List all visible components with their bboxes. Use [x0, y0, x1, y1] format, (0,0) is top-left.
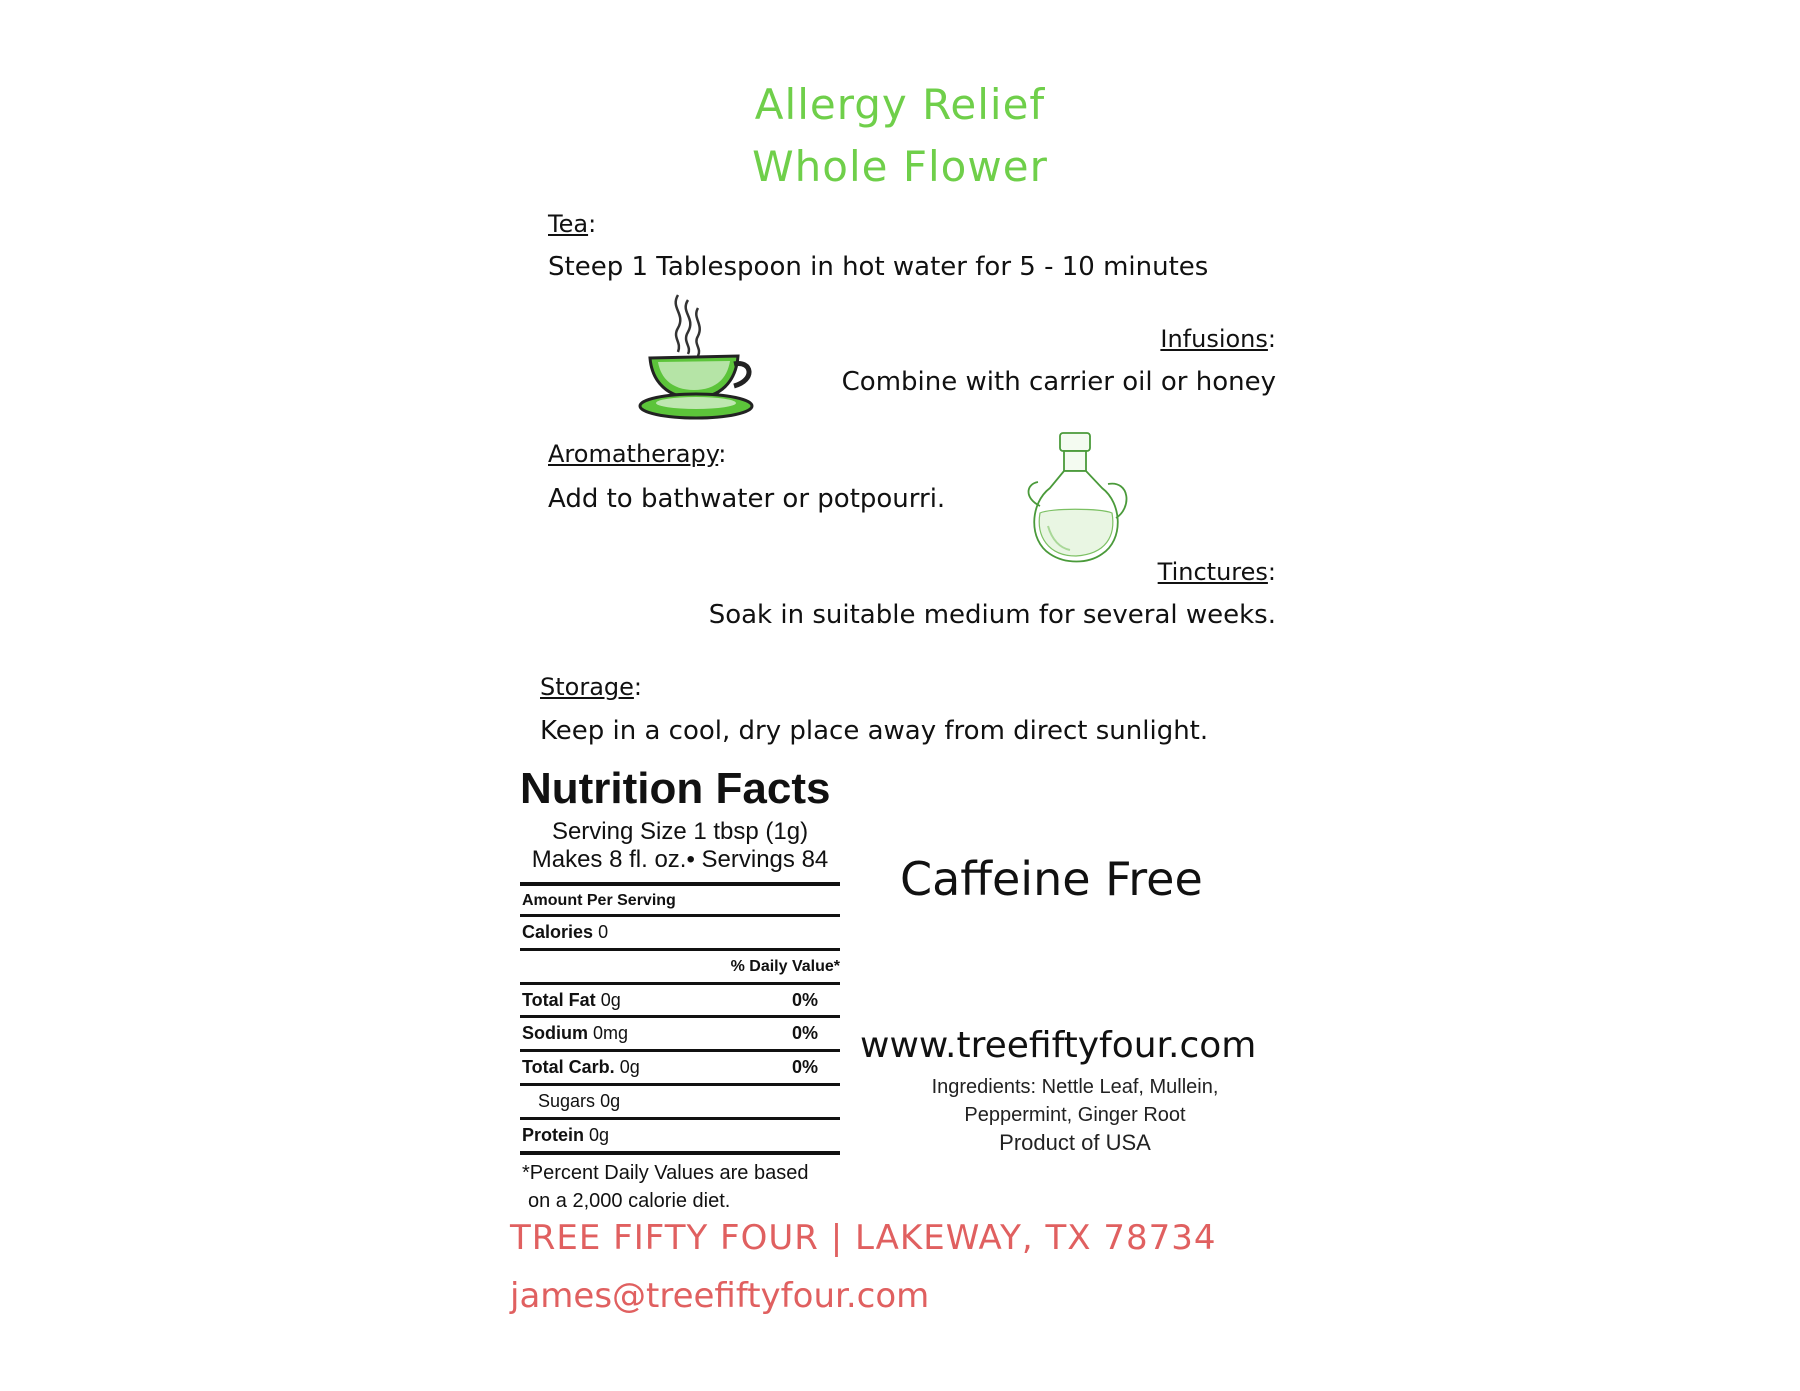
divider — [520, 948, 840, 951]
infusions-heading: Infusions: — [1160, 325, 1276, 353]
daily-value-header: % Daily Value* — [730, 958, 840, 975]
amount-per-serving: Amount Per Serving — [522, 892, 676, 909]
nutrition-facts-title: Nutrition Facts — [520, 764, 831, 813]
infusions-text: Combine with carrier oil or honey — [841, 367, 1276, 397]
contact-email[interactable]: james@treefiftyfour.com — [510, 1276, 930, 1316]
oil-bottle-icon — [1020, 428, 1135, 568]
ingredients-line-1: Ingredients: Nettle Leaf, Mullein, — [931, 1076, 1219, 1098]
divider-thick — [520, 1151, 840, 1155]
caffeine-free-label: Caffeine Free — [900, 852, 1203, 906]
serving-size: Serving Size 1 tbsp (1g) — [551, 818, 809, 845]
product-origin: Product of USA — [999, 1130, 1151, 1155]
servings-per-container: Makes 8 fl. oz.• Servings 84 — [531, 846, 829, 873]
footnote-line-1: *Percent Daily Values are based — [522, 1162, 809, 1184]
divider — [520, 1015, 840, 1018]
teacup-icon — [630, 290, 760, 425]
divider — [520, 1049, 840, 1052]
aromatherapy-text: Add to bathwater or potpourri. — [548, 484, 946, 514]
tea-text: Steep 1 Tablespoon in hot water for 5 - 10 minutes — [548, 252, 1209, 282]
divider — [520, 1083, 840, 1086]
calories-row: Calories 0 — [522, 922, 609, 942]
storage-heading: Storage: — [540, 673, 642, 701]
company-address: TREE FIFTY FOUR | LAKEWAY, TX 78734 — [510, 1218, 1217, 1258]
nutrient-row-sugars: Sugars 0g — [538, 1091, 621, 1111]
title-line-1: Allergy Relief — [754, 80, 1046, 129]
title-line-2: Whole Flower — [752, 142, 1048, 191]
ingredients-line-2: Peppermint, Ginger Root — [964, 1104, 1186, 1126]
nutrient-row-total-fat: Total Fat 0g 0% — [522, 990, 818, 1010]
storage-text: Keep in a cool, dry place away from direct sunlight. — [540, 716, 1209, 746]
nutrient-row-total-carb: Total Carb. 0g 0% — [522, 1057, 818, 1077]
tinctures-text: Soak in suitable medium for several weeks. — [708, 600, 1276, 630]
website-link[interactable]: www.treefiftyfour.com — [860, 1025, 1257, 1066]
tea-heading: Tea: — [548, 210, 597, 238]
footnote-line-2: on a 2,000 calorie diet. — [528, 1190, 731, 1212]
nutrient-row-sodium: Sodium 0mg 0% — [522, 1023, 818, 1043]
tinctures-heading: Tinctures: — [1157, 558, 1276, 586]
divider — [520, 914, 840, 917]
divider-thick — [520, 882, 840, 886]
aromatherapy-heading: Aromatherapy: — [548, 440, 727, 468]
ingredients-block — [900, 1073, 1250, 1157]
divider — [520, 982, 840, 985]
nutrient-row-protein: Protein 0g — [522, 1125, 610, 1145]
divider — [520, 1117, 840, 1120]
